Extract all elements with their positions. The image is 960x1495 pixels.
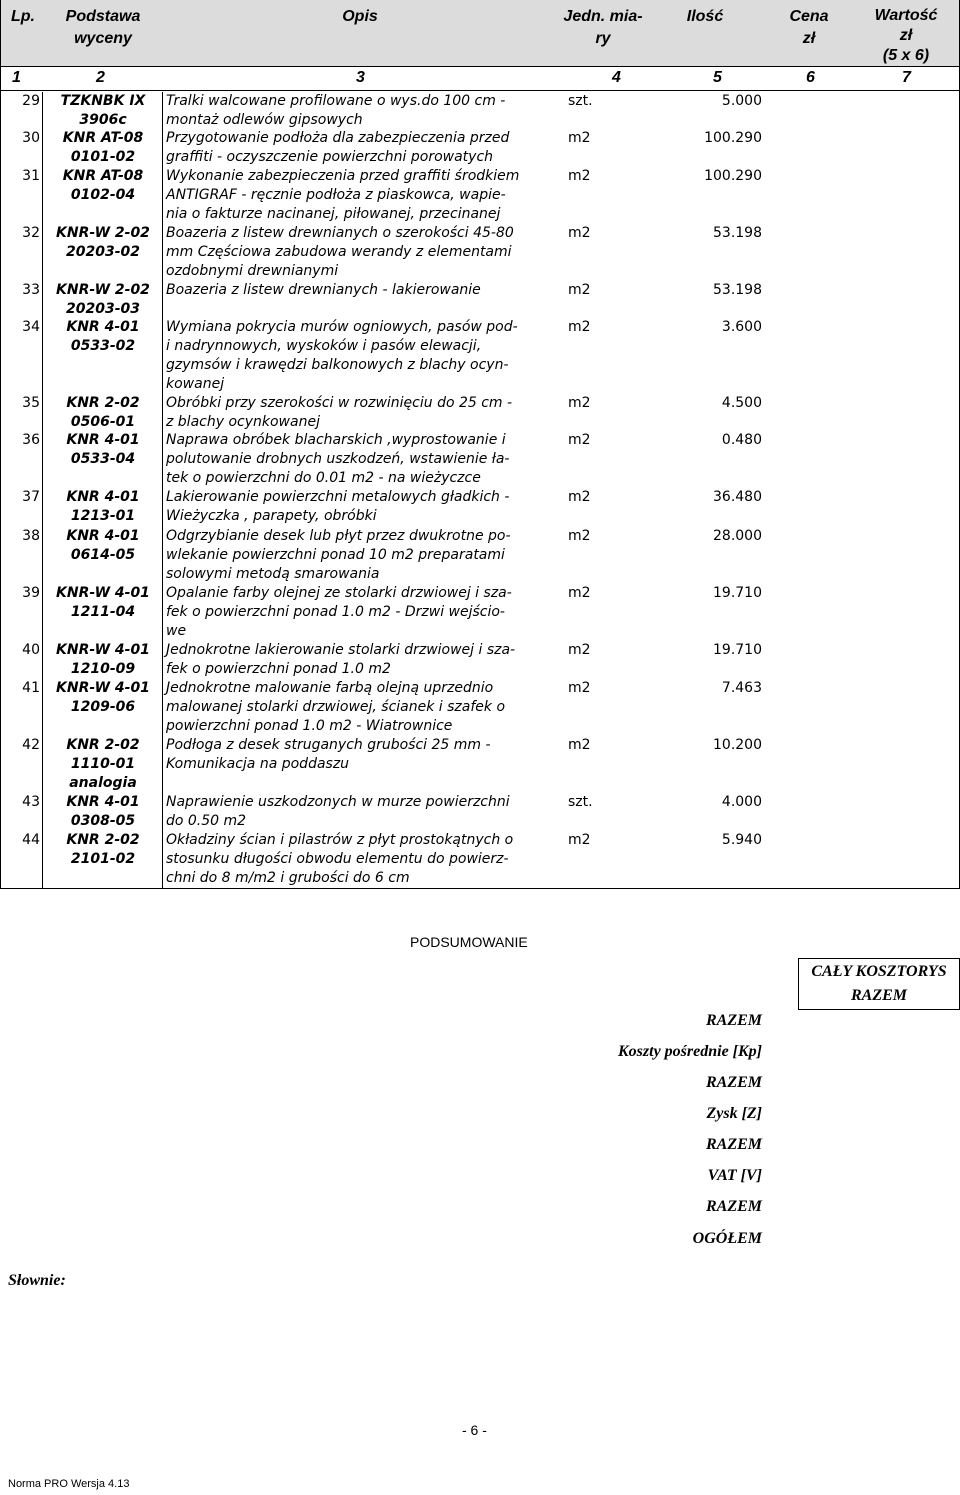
number-row-bottom-line	[0, 90, 960, 91]
row-kod: KNR 4-01 0533-02	[66, 319, 140, 354]
row-jm: m2	[568, 432, 591, 448]
summary-box-title: CAŁY KOSZTORYS	[811, 963, 947, 980]
row-lp: 40	[22, 642, 40, 658]
col-number-7: 7	[902, 69, 911, 86]
row-lp: 34	[22, 319, 40, 335]
header-opis: Opis	[342, 8, 378, 25]
summary-ogolem: OGÓŁEM	[692, 1230, 762, 1247]
table-left-border	[0, 0, 1, 888]
row-jm: m2	[568, 282, 591, 298]
header-wartosc: Wartość zł (5 x 6)	[874, 7, 938, 64]
summary-razem-3: RAZEM	[705, 1136, 762, 1153]
row-ilosc: 100.290	[704, 130, 762, 146]
row-lp: 35	[22, 395, 40, 411]
row-lp: 29	[22, 93, 40, 109]
row-lp: 41	[22, 680, 40, 696]
row-kod: TZKNBK IX 3906c	[60, 93, 146, 128]
summary-razem-1: RAZEM	[705, 1012, 762, 1029]
row-ilosc: 19.710	[713, 585, 762, 601]
row-jm: m2	[568, 489, 591, 505]
row-opis: Przygotowanie podłoża dla zabezpieczenia przed graffiti - oczyszczenie powierzchni porowatych	[166, 130, 510, 165]
row-jm: m2	[568, 680, 591, 696]
summary-zysk: Zysk [Z]	[706, 1105, 762, 1122]
table-header	[0, 0, 960, 66]
row-kod: KNR-W 4-01 1211-04	[56, 585, 150, 620]
row-opis: Boazeria z listew drewnianych o szerokości 45-80 mm Częściowa zabudowa werandy z elementami ozdobnymi drewnianymi	[166, 225, 514, 279]
col-number-3: 3	[356, 69, 365, 86]
row-ilosc: 19.710	[713, 642, 762, 658]
row-ilosc: 4.500	[721, 395, 762, 411]
row-kod: KNR-W 2-02 20203-02	[56, 225, 150, 260]
row-opis: Jednokrotne malowanie farbą olejną uprzednio malowanej stolarki drzwiowej, ścianek i szafek o powierzchni ponad 1.0 m2 - Wiatrownice	[166, 680, 506, 734]
header-podstawa: Podstawa wyceny	[65, 8, 141, 47]
row-kod: KNR 2-02 0506-01	[66, 395, 140, 430]
col-number-5: 5	[713, 69, 722, 86]
row-jm: m2	[568, 737, 591, 753]
summary-box-razem: RAZEM	[850, 987, 907, 1004]
summary-vat: VAT [V]	[707, 1167, 762, 1184]
row-jm: szt.	[568, 93, 593, 109]
row-ilosc: 5.940	[721, 832, 762, 848]
header-ilosc: Ilość	[686, 8, 724, 25]
row-opis: Naprawienie uszkodzonych w murze powierzchni do 0.50 m2	[166, 794, 510, 829]
row-lp: 44	[22, 832, 40, 848]
summary-koszty-posrednie: Koszty pośrednie [Kp]	[618, 1043, 762, 1060]
row-jm: m2	[568, 528, 591, 544]
row-ilosc: 100.290	[704, 168, 762, 184]
col-divider-kod	[162, 92, 163, 888]
row-kod: KNR 2-02 2101-02	[66, 832, 140, 867]
summary-box	[798, 958, 960, 1010]
row-kod: KNR 4-01 0533-04	[66, 432, 140, 467]
row-kod: KNR-W 4-01 1210-09	[56, 642, 150, 677]
row-jm: m2	[568, 168, 591, 184]
row-ilosc: 53.198	[713, 225, 762, 241]
row-kod: KNR-W 2-02 20203-03	[56, 282, 150, 317]
row-opis: Podłoga z desek struganych grubości 25 mm - Komunikacja na poddaszu	[166, 737, 491, 772]
row-jm: m2	[568, 642, 591, 658]
row-opis: Wykonanie zabezpieczenia przed graffiti środkiem ANTIGRAF - ręcznie podłoża z piaskowca, wapie- nia o fakturze nacinanej, piłowanej, przecinanej	[166, 168, 520, 222]
row-jm: m2	[568, 832, 591, 848]
row-opis: Obróbki przy szerokości w rozwinięciu do 25 cm - z blachy ocynkowanej	[166, 395, 513, 430]
row-ilosc: 53.198	[713, 282, 762, 298]
row-lp: 36	[22, 432, 40, 448]
row-lp: 32	[22, 225, 40, 241]
row-jm: m2	[568, 395, 591, 411]
row-jm: m2	[568, 225, 591, 241]
row-ilosc: 10.200	[713, 737, 762, 753]
col-number-2: 2	[96, 69, 105, 86]
row-lp: 33	[22, 282, 40, 298]
row-ilosc: 4.000	[721, 794, 762, 810]
row-kod: KNR 4-01 1213-01	[66, 489, 140, 524]
row-jm: m2	[568, 130, 591, 146]
row-lp: 37	[22, 489, 40, 505]
row-kod: KNR AT-08 0101-02	[62, 130, 144, 165]
row-opis: Opalanie farby olejnej ze stolarki drzwiowej i sza- fek o powierzchni ponad 1.0 m2 - Drzwi wejścio- we	[166, 585, 512, 639]
row-kod: KNR 4-01 0614-05	[66, 528, 140, 563]
slownie-label: Słownie:	[8, 1272, 66, 1289]
row-jm: m2	[568, 319, 591, 335]
row-ilosc: 7.463	[721, 680, 762, 696]
column-number-row	[0, 66, 960, 91]
summary-razem-4: RAZEM	[705, 1198, 762, 1215]
row-kod: KNR 2-02 1110-01 analogia	[66, 737, 140, 791]
col-number-1: 1	[12, 69, 21, 86]
header-jedn: Jedn. mia- ry	[563, 8, 643, 47]
row-opis: Wymiana pokrycia murów ogniowych, pasów pod- i nadrynnowych, wyskoków i pasów elewacji, gzymsów i krawędzi balkonowych z blachy ocyn- kowanej	[166, 319, 518, 392]
row-ilosc: 28.000	[713, 528, 762, 544]
row-jm: szt.	[568, 794, 593, 810]
row-opis: Lakierowanie powierzchni metalowych gładkich - Wieżyczka , parapety, obróbki	[166, 489, 510, 524]
row-opis: Boazeria z listew drewnianych - lakierowanie	[166, 282, 481, 298]
row-lp: 39	[22, 585, 40, 601]
row-ilosc: 3.600	[721, 319, 762, 335]
row-opis: Odgrzybianie desek lub płyt przez dwukrotne po- wlekanie powierzchni ponad 10 m2 preparatami solowymi metodą smarowania	[166, 528, 511, 582]
row-jm: m2	[568, 585, 591, 601]
row-kod: KNR AT-08 0102-04	[62, 168, 144, 203]
col-divider-lp	[42, 92, 43, 888]
row-opis: Naprawa obróbek blacharskich ,wyprostowanie i polutowanie drobnych uszkodzeń, wstawienie ła- tek o powierzchni do 0.01 m2 - na wieżyczce	[166, 432, 510, 486]
col-number-4: 4	[612, 69, 621, 86]
row-lp: 43	[22, 794, 40, 810]
row-lp: 31	[22, 168, 40, 184]
row-opis: Jednokrotne lakierowanie stolarki drzwiowej i sza- fek o powierzchni ponad 1.0 m2	[166, 642, 516, 677]
table-bottom-border	[0, 888, 960, 889]
row-kod: KNR 4-01 0308-05	[66, 794, 140, 829]
row-opis: Okładziny ścian i pilastrów z płyt prostokątnych o stosunku długości obwodu elementu do powierz- chni do 8 m/m2 i grubości do 6 cm	[166, 832, 514, 886]
row-kod: KNR-W 4-01 1209-06	[56, 680, 150, 715]
header-lp: Lp.	[11, 8, 35, 25]
row-lp: 30	[22, 130, 40, 146]
page-number: - 6 -	[462, 1422, 487, 1438]
software-version: Norma PRO Wersja 4.13	[8, 1478, 130, 1490]
row-lp: 38	[22, 528, 40, 544]
col-number-6: 6	[806, 69, 815, 86]
header-cena: Cena zł	[789, 8, 829, 47]
row-ilosc: 36.480	[713, 489, 762, 505]
summary-title: PODSUMOWANIE	[410, 934, 528, 950]
row-lp: 42	[22, 737, 40, 753]
summary-razem-2: RAZEM	[705, 1074, 762, 1091]
row-ilosc: 0.480	[721, 432, 762, 448]
row-ilosc: 5.000	[721, 93, 762, 109]
row-opis: Tralki walcowane profilowane o wys.do 100 cm - montaż odlewów gipsowych	[166, 93, 506, 128]
